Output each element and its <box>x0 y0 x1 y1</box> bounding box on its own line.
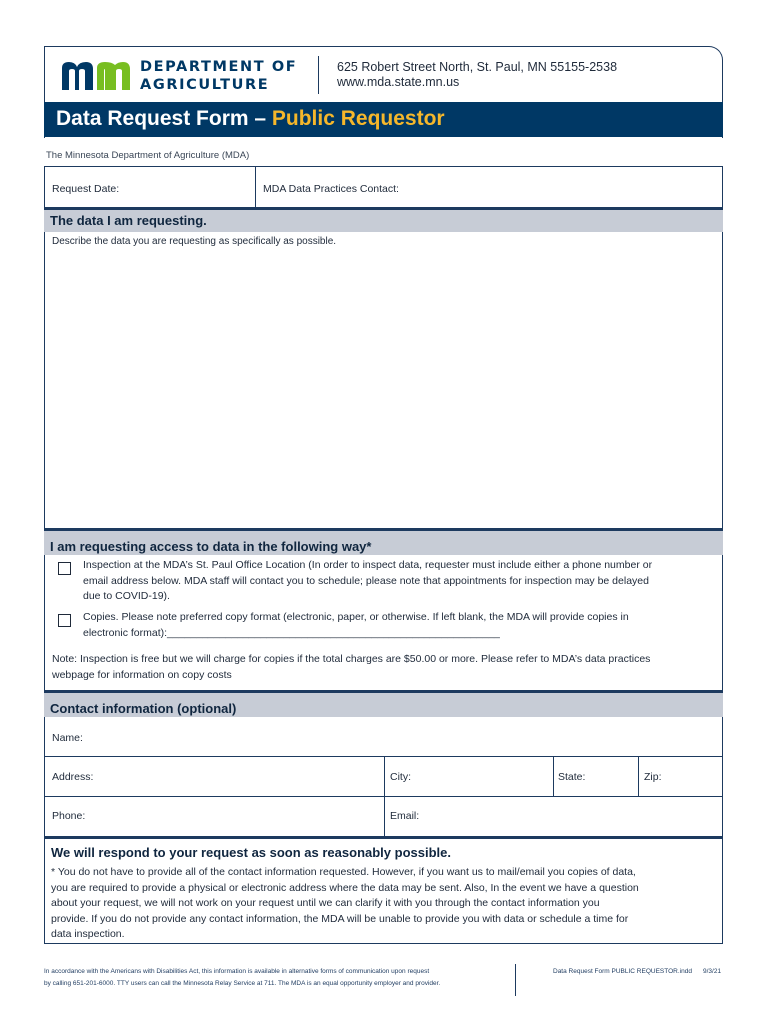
copy-cost-note <box>52 652 650 683</box>
respond-line-2: you are required to provide a physical or electronic address where the data may be sent. Also, In the event we have a question <box>51 881 639 894</box>
inspection-line-3: due to COVID-19). <box>83 590 170 602</box>
city-field[interactable] <box>415 760 550 792</box>
access-section-heading: I am requesting access to data in the following way* <box>44 528 723 555</box>
mn-logo-icon <box>60 58 132 92</box>
page-title <box>56 107 445 131</box>
respond-heading: We will respond to your request as soon as reasonably possible. <box>51 845 451 860</box>
dept-name-line2: AGRICULTURE <box>140 77 270 93</box>
request-date-label: Request Date: <box>52 183 120 195</box>
note-line-2: webpage for information on copy costs <box>52 668 232 681</box>
note-line-1: Note: Inspection is free but we will charge for copies if the total charges are $50.00 or more. Please refer to MDA’s data practices <box>52 653 651 665</box>
copies-line-1: Copies. Please note preferred copy format (electronic, paper, or otherwise. If left blank, the MDA will provide copies in <box>83 611 629 623</box>
title-accent: Public Requestor <box>271 107 445 130</box>
address-label: Address: <box>52 771 94 783</box>
ada-line-1: In accordance with the Americans with Disabilities Act, this information is available in alternative forms of communication upon request <box>44 968 430 975</box>
ada-statement <box>44 966 440 990</box>
respond-line-1: * You do not have to provide all of the contact information requested. However, if you want us to mail/email you copies of data, <box>51 866 636 878</box>
respond-line-4: provide. If you do not provide any contact information, the MDA will be unable to provide you with data or schedule a time for <box>51 912 629 925</box>
contact-row-divider-2 <box>44 796 723 797</box>
zip-divider <box>638 756 639 796</box>
zip-field[interactable] <box>666 760 718 792</box>
city-label: City: <box>390 771 411 783</box>
contact-section-heading: Contact information (optional) <box>44 690 723 717</box>
zip-label: Zip: <box>644 771 662 783</box>
mda-contact-field[interactable] <box>410 172 718 206</box>
inspection-line-1: Inspection at the MDA’s St. Paul Office Location (In order to inspect data, requester must include either a phone number or <box>83 559 653 571</box>
respond-line-3: about your request, we will not work on your request until we can clarify it with you through the contact information you <box>51 897 600 909</box>
phone-field[interactable] <box>95 800 380 832</box>
state-label: State: <box>558 771 586 783</box>
copies-checkbox[interactable] <box>58 614 71 627</box>
copies-option-text <box>83 610 629 641</box>
data-section-heading: The data I am requesting. <box>44 207 723 232</box>
dept-name-line1: DEPARTMENT OF <box>140 59 298 75</box>
state-divider <box>553 756 554 796</box>
name-field[interactable] <box>90 722 718 754</box>
state-field[interactable] <box>590 760 635 792</box>
email-label: Email: <box>390 810 420 822</box>
top-fields-divider <box>255 166 256 210</box>
footer-file-name: Data Request Form PUBLIC REQUESTOR.indd <box>553 968 692 975</box>
inspection-option-text <box>83 558 652 605</box>
mda-contact-label: MDA Data Practices Contact: <box>263 183 399 195</box>
intro-text: The Minnesota Department of Agriculture (MDA) <box>46 150 250 161</box>
respond-text <box>51 865 639 943</box>
inspection-checkbox[interactable] <box>58 562 71 575</box>
phone-label: Phone: <box>52 810 86 822</box>
footer-date: 9/3/21 <box>703 968 722 975</box>
address-field[interactable] <box>100 760 380 792</box>
footer-divider <box>515 964 516 996</box>
header-divider <box>318 56 319 94</box>
title-main: Data Request Form – <box>56 107 272 130</box>
copies-line-2: electronic format):_________________________________________________________ <box>83 626 500 639</box>
respond-line-5: data inspection. <box>51 928 125 940</box>
request-date-field[interactable] <box>92 172 250 206</box>
data-description-field[interactable] <box>48 252 718 526</box>
header-website: www.mda.state.mn.us <box>337 75 460 89</box>
header-address: 625 Robert Street North, St. Paul, MN 55155-2538 <box>337 60 618 74</box>
data-instruction: Describe the data you are requesting as specifically as possible. <box>52 236 337 247</box>
name-label: Name: <box>52 732 83 744</box>
email-field[interactable] <box>425 800 718 832</box>
inspection-line-2: email address below. MDA staff will contact you to schedule; please note that appointments for inspection may be delayed <box>83 574 649 587</box>
ada-line-2: by calling 651-201-6000. TTY users can call the Minnesota Relay Service at 711. The MDA is an equal opportunity employer and provider. <box>44 980 441 987</box>
